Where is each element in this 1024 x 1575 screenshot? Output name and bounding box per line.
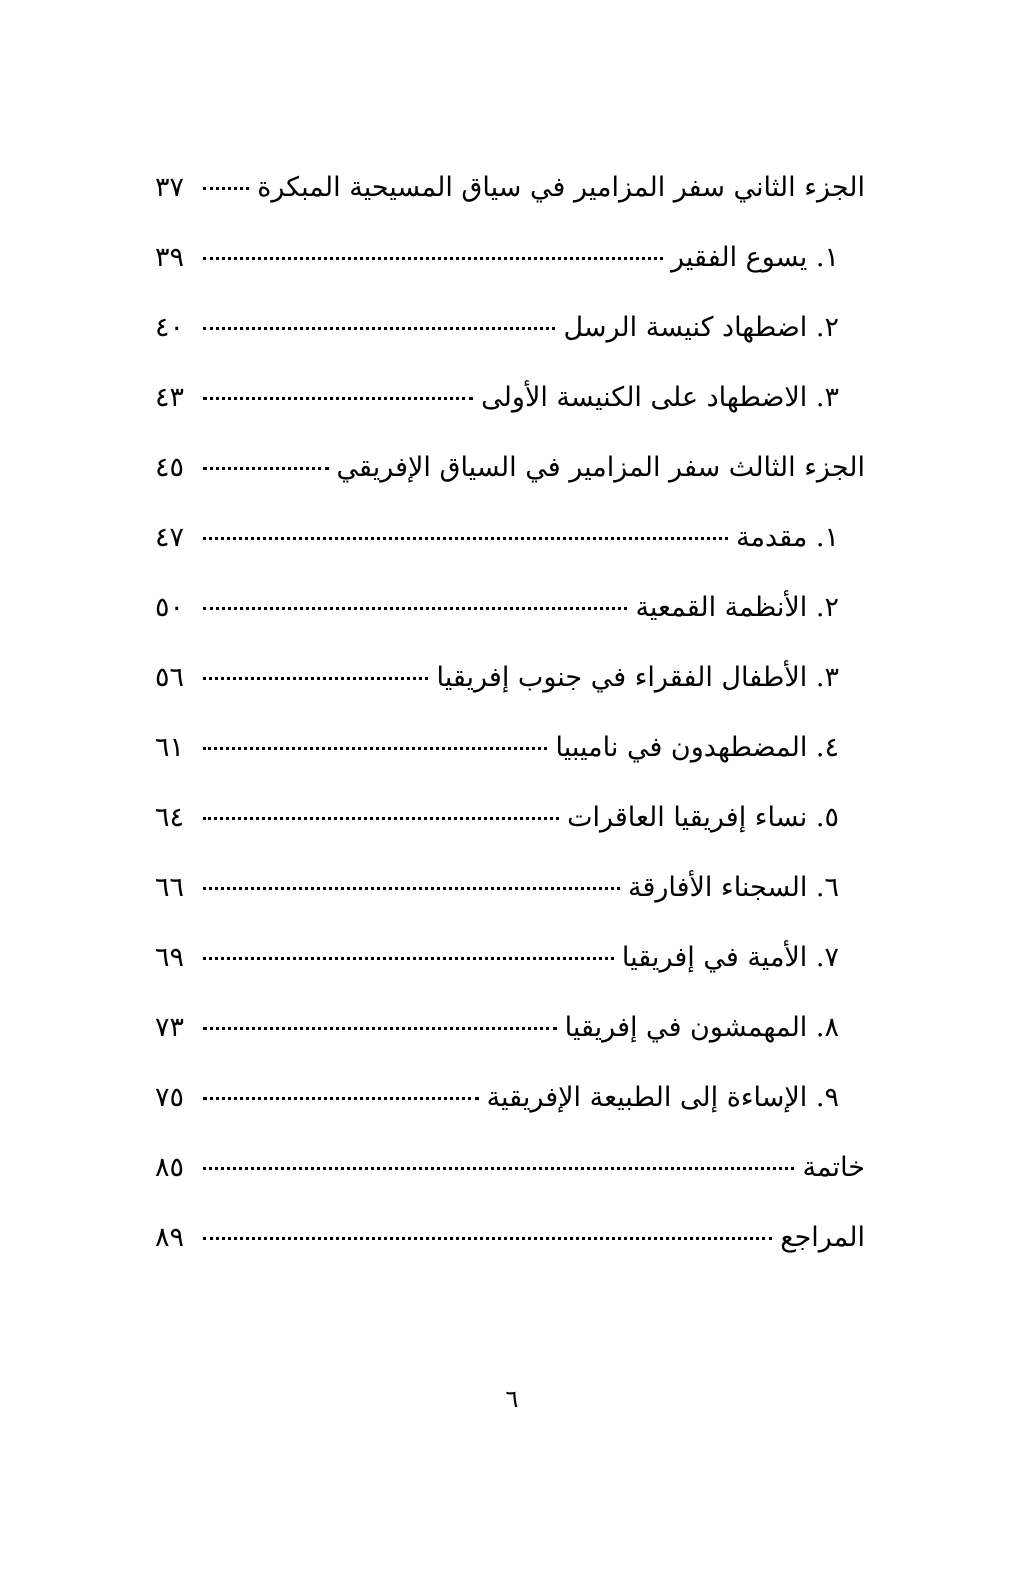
toc-entry-page: ٧٣ — [155, 1012, 185, 1043]
toc-entry — [155, 440, 865, 510]
toc-entry-page: ٤٧ — [155, 522, 185, 553]
toc-entry — [155, 370, 865, 440]
toc-entry — [155, 930, 865, 1000]
page-number: ٦ — [505, 1385, 519, 1413]
toc-entry-title: المراجع — [780, 1222, 865, 1253]
toc-leader-dots — [203, 537, 728, 540]
toc-entry-page: ٥٠ — [155, 592, 185, 623]
toc-entry-title: ٢. الأنظمة القمعية — [635, 592, 839, 623]
toc-entry-title: ٦. السجناء الأفارقة — [627, 872, 839, 903]
toc-entry-title: ٣. الاضطهاد على الكنيسة الأولى — [481, 382, 839, 413]
toc-leader-dots — [203, 677, 428, 680]
toc-leader-dots — [203, 817, 559, 820]
toc-entry-page: ٦٤ — [155, 802, 185, 833]
toc-entry — [155, 230, 865, 300]
toc-entry — [155, 860, 865, 930]
toc-entry-title: ٨. المهمشون في إفريقيا — [564, 1012, 839, 1043]
toc-entry-page: ٥٦ — [155, 662, 185, 693]
toc-entry-page: ٦٦ — [155, 872, 185, 903]
toc-entry — [155, 1070, 865, 1140]
toc-entry — [155, 650, 865, 720]
toc-entry-title: ٤. المضطهدون في ناميبيا — [555, 732, 839, 763]
toc-leader-dots — [203, 467, 329, 470]
toc-entry — [155, 1000, 865, 1070]
table-of-contents — [155, 160, 865, 1280]
toc-entry-title: خاتمة — [802, 1152, 865, 1183]
toc-leader-dots — [203, 1167, 794, 1170]
toc-leader-dots — [203, 1237, 772, 1240]
toc-entry-title: الجزء الثاني سفر المزامير في سياق المسيحية المبكرة — [257, 172, 865, 203]
toc-entry-page: ٣٧ — [155, 172, 185, 203]
toc-leader-dots — [203, 1097, 479, 1100]
toc-entry-title: ٥. نساء إفريقيا العاقرات — [567, 802, 839, 833]
toc-entry — [155, 790, 865, 860]
toc-leader-dots — [203, 747, 547, 750]
toc-entry-page: ٦٩ — [155, 942, 185, 973]
toc-leader-dots — [203, 607, 627, 610]
toc-entry-title: ٧. الأمية في إفريقيا — [621, 942, 839, 973]
toc-leader-dots — [203, 327, 555, 330]
toc-leader-dots — [203, 257, 663, 260]
toc-leader-dots — [203, 397, 473, 400]
toc-entry — [155, 300, 865, 370]
toc-entry-page: ٧٥ — [155, 1082, 185, 1113]
toc-entry — [155, 1140, 865, 1210]
toc-entry-page: ٤٠ — [155, 312, 185, 343]
toc-leader-dots — [203, 887, 620, 890]
toc-entry — [155, 160, 865, 230]
toc-entry-title: ٣. الأطفال الفقراء في جنوب إفريقيا — [436, 662, 839, 693]
toc-entry — [155, 1210, 865, 1280]
toc-leader-dots — [203, 1027, 557, 1030]
toc-entry-page: ٤٣ — [155, 382, 185, 413]
toc-entry-page: ٦١ — [155, 732, 185, 763]
toc-entry-title: ١. مقدمة — [736, 522, 839, 553]
toc-entry-title: ١. يسوع الفقير — [670, 242, 839, 273]
toc-leader-dots — [203, 957, 614, 960]
toc-entry-title: الجزء الثالث سفر المزامير في السياق الإفريقي — [336, 452, 865, 483]
toc-entry — [155, 720, 865, 790]
toc-entry-title: ٩. الإساءة إلى الطبيعة الإفريقية — [486, 1082, 839, 1113]
toc-entry — [155, 580, 865, 650]
toc-entry-page: ٤٥ — [155, 452, 185, 483]
toc-entry-page: ٨٩ — [155, 1222, 185, 1253]
toc-leader-dots — [203, 187, 249, 190]
toc-entry — [155, 510, 865, 580]
toc-entry-page: ٣٩ — [155, 242, 185, 273]
toc-entry-title: ٢. اضطهاد كنيسة الرسل — [563, 312, 839, 343]
toc-entry-page: ٨٥ — [155, 1152, 185, 1183]
